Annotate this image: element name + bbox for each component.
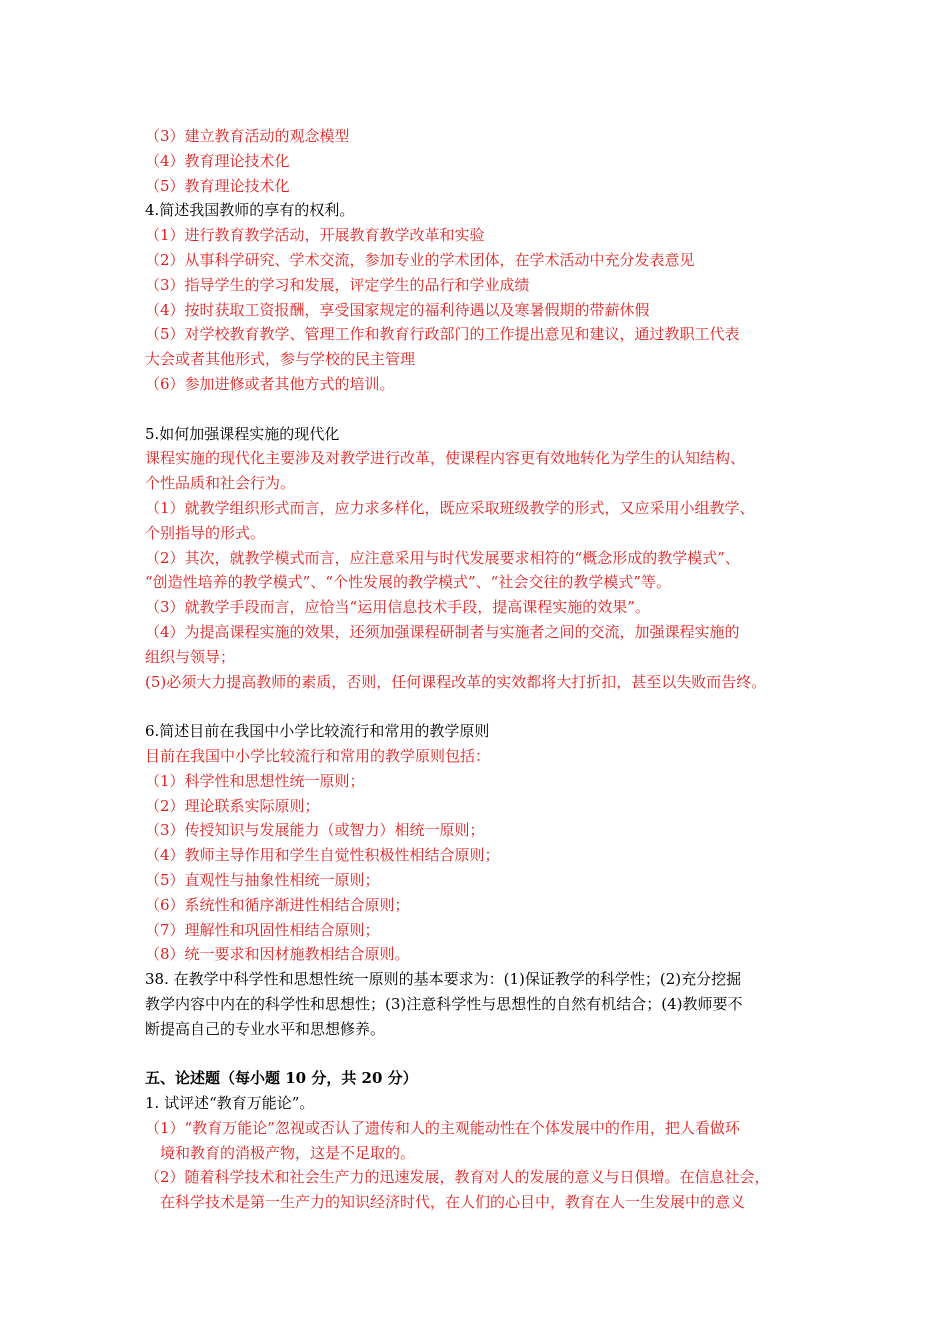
answer-line: (5)必须大力提高教师的素质，否则，任何课程改革的实效都将大打折扣，甚至以失败而告终。	[145, 672, 767, 691]
answer-line: （3）传授知识与发展能力（或智力）相统一原则；	[145, 821, 485, 840]
answer-line: （4）教育理论技术化	[145, 151, 290, 170]
question-line: 5.如何加强课程实施的现代化	[145, 424, 340, 443]
answer-line: “创造性培养的教学模式”、“个性发展的教学模式”、“社会交往的教学模式”等。	[145, 573, 672, 592]
answer-line: 大会或者其他形式，参与学校的民主管理	[145, 350, 416, 369]
answer-line: （2）随着科学技术和社会生产力的迅速发展，教育对人的发展的意义与日俱增。在信息社会，	[145, 1168, 770, 1187]
answer-line: 在科学技术是第一生产力的知识经济时代，在人们的心目中，教育在人一生发展中的意义	[160, 1193, 746, 1212]
blank-line	[145, 694, 813, 719]
question-line: 断提高自己的专业水平和思想修养。	[145, 1019, 386, 1038]
answer-line: （4）为提高课程实施的效果，还须加强课程研制者与实施者之间的交流，加强课程实施的	[145, 622, 740, 641]
answer-line: （1）“教育万能论”忽视或否认了遗传和人的主观能动性在个体发展中的作用，把人看做环	[145, 1118, 740, 1137]
answer-line: （2）其次，就教学模式而言，应注意采用与时代发展要求相符的“概念形成的教学模式”、	[145, 548, 740, 567]
answer-line: 境和教育的消极产物，这是不足取的。	[160, 1143, 416, 1162]
blank-line	[145, 1041, 813, 1066]
answer-line: （8）统一要求和因材施教相结合原则。	[145, 945, 410, 964]
answer-line: （3）建立教育活动的观念模型	[145, 127, 350, 145]
answer-line: （1）进行教育教学活动，开展教育教学改革和实验	[145, 226, 485, 245]
answer-line: （4）按时获取工资报酬，享受国家规定的福利待遇以及寒暑假期的带薪休假	[145, 300, 650, 319]
answer-line: （6）参加进修或者其他方式的培训。	[145, 374, 395, 393]
answer-line: （1）科学性和思想性统一原则；	[145, 771, 365, 790]
question-line: 6.简述目前在我国中小学比较流行和常用的教学原则	[145, 722, 490, 741]
answer-line: （2）从事科学研究、学术交流，参加专业的学术团体，在学术活动中充分发表意见	[145, 250, 695, 269]
answer-line: 目前在我国中小学比较流行和常用的教学原则包括：	[145, 746, 491, 765]
answer-line: （4）教师主导作用和学生自觉性积极性相结合原则；	[145, 846, 500, 865]
blank-line	[145, 397, 813, 422]
answer-line: （5）教育理论技术化	[145, 176, 290, 195]
answer-line: （1）就教学组织形式而言，应力求多样化，既应采取班级教学的形式，又应采用小组教学、	[145, 498, 755, 517]
answer-line: 个别指导的形式。	[145, 523, 266, 542]
answer-line: （2）理论联系实际原则；	[145, 796, 320, 815]
answer-line: 组织与领导；	[145, 647, 236, 666]
question-line: 4.简述我国教师的享有的权利。	[145, 201, 355, 220]
section-heading: 五、论述题（每小题 10 分，共 20 分）	[145, 1069, 418, 1088]
answer-line: 课程实施的现代化主要涉及对教学进行改革，使课程内容更有效地转化为学生的认知结构、	[145, 449, 746, 468]
answer-line: （5）直观性与抽象性相统一原则；	[145, 870, 380, 889]
answer-line: （5）对学校教育教学、管理工作和教育行政部门的工作提出意见和建议，通过教职工代表	[145, 325, 740, 344]
answer-line: （3）指导学生的学习和发展，评定学生的品行和学业成绩	[145, 275, 530, 294]
document-page	[145, 124, 813, 1215]
answer-line: （6）系统性和循序渐进性相结合原则；	[145, 895, 410, 914]
answer-line: 个性品质和社会行为。	[145, 474, 296, 493]
question-line: 教学内容中内在的科学性和思想性；(3)注意科学性与思想性的自然有机结合；(4)教师要不	[145, 994, 743, 1013]
answer-line: （3）就教学手段而言，应恰当“运用信息技术手段，提高课程实施的效果”。	[145, 598, 650, 617]
question-line: 1. 试评述“教育万能论”。	[145, 1094, 315, 1113]
answer-line: （7）理解性和巩固性相结合原则；	[145, 920, 380, 939]
question-line: 38. 在教学中科学性和思想性统一原则的基本要求为：(1)保证教学的科学性；(2)充分挖掘	[145, 970, 742, 989]
